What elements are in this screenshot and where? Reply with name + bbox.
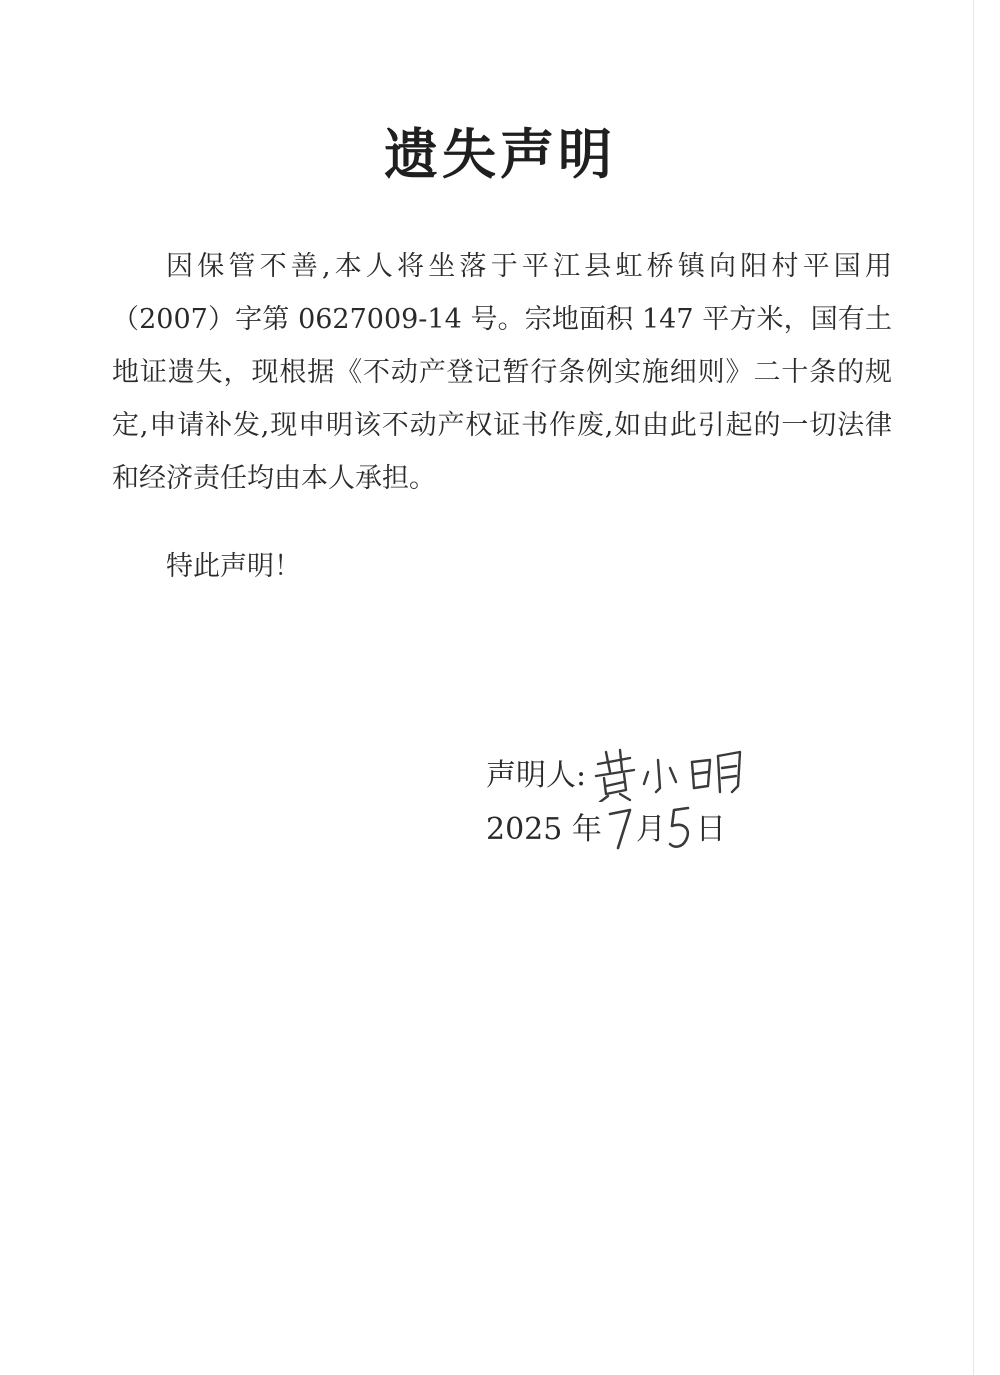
handwritten-day-digit xyxy=(666,796,696,856)
date-month-unit: 月 xyxy=(635,812,666,847)
handwritten-signature xyxy=(590,742,770,802)
declaration-paragraph: 因保管不善,本人将坐落于平江县虹桥镇向阳村平国用（2007）字第 0627009-14 号。宗地面积 147 平方米，国有土地证遗失，现根据《不动产登记暂行条例实施细则》二十条的规定,申请补发,现申明该不动产权证书作废,如由此引起的一切法律和经济责任均由本人承担。 xyxy=(112,251,892,494)
date-line xyxy=(486,796,726,856)
handwritten-month-digit xyxy=(602,796,636,856)
closing-statement: 特此声明！ xyxy=(166,551,301,582)
document-title: 遗失声明 xyxy=(384,122,616,186)
declarant-label: 声明人: xyxy=(486,758,587,793)
declarant-line xyxy=(486,742,770,802)
scan-edge-line xyxy=(973,0,974,1375)
date-year: 2025 年 xyxy=(486,812,602,847)
date-day-unit: 日 xyxy=(695,812,726,847)
